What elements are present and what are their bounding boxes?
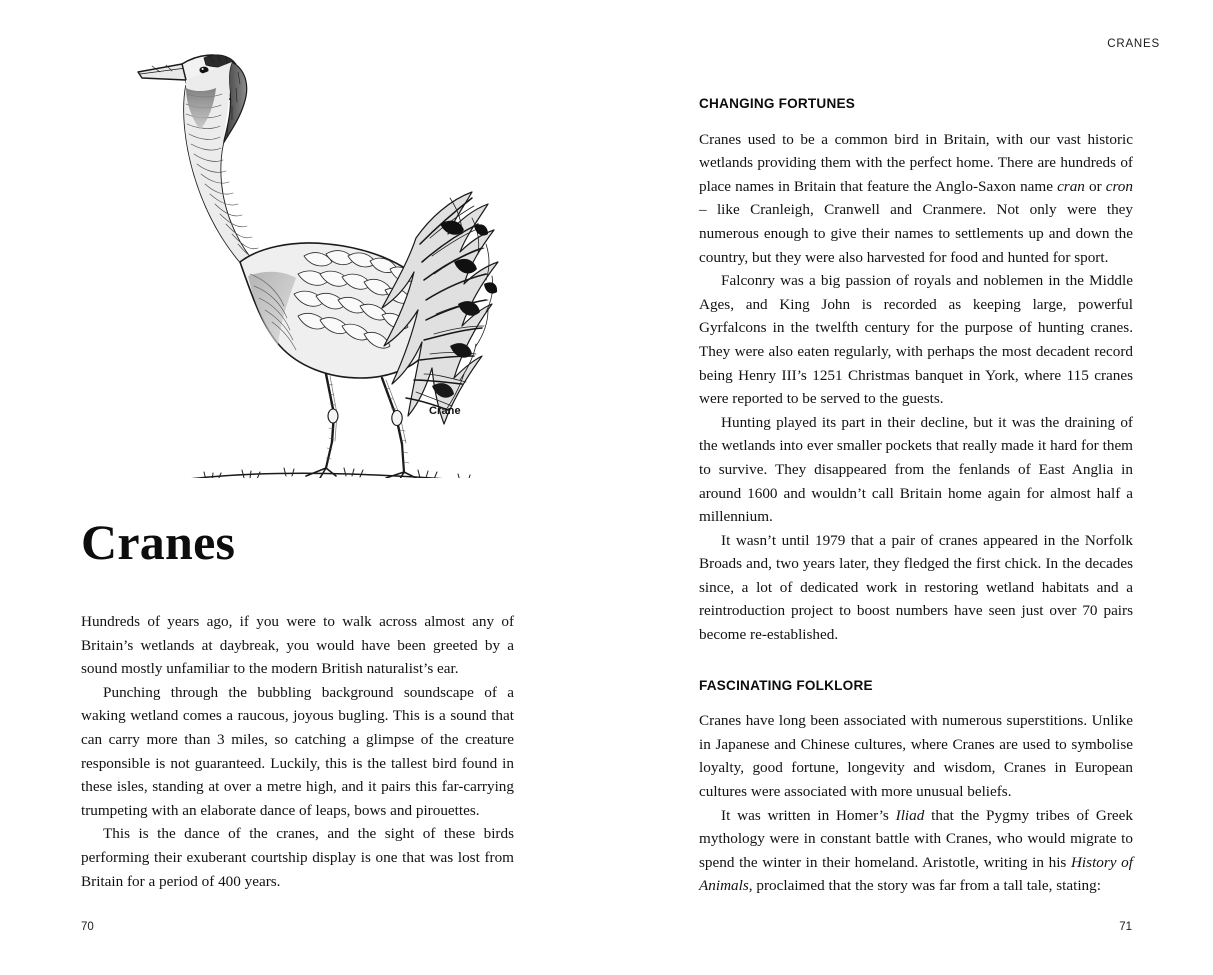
crane-illustration [120,48,540,478]
section-body-changing-fortunes [699,128,1133,647]
paragraph: Hundreds of years ago, if you were to walk across almost any of Britain’s wetlands at daybreak, you would have been greeted by a sound mostly unfamiliar to the modern British naturalist’s ear. [81,613,514,678]
paragraph: Cranes have long been associated with numerous superstitions. Unlike in Japanese and Chinese cultures, where Cranes are used to symbolise loyalty, good fortune, longevity and wisdom, Cranes in European cultures were associated with more unusual beliefs. [699,712,1133,801]
section-heading-changing-fortunes: CHANGING FORTUNES [699,96,856,111]
page-title: Cranes [81,513,236,570]
page-number-right: 71 [1119,921,1132,933]
italic-term: cron [1105,177,1133,195]
paragraph: It was written in Homer’s Iliad that the Pygmy tribes of Greek mythology were in constant battle with Cranes, who would migrate to spend the winter in their homeland. Aristotle, writing in his History of Animals, proclaimed that the story was far from a tall tale, stating: [699,806,1133,895]
paragraph: Cranes used to be a common bird in Britain, with our vast historic wetlands providing them with the perfect home. There are hundreds of place names in Britain that feature the Anglo-Saxon name cran or cron – like Cranleigh, Cranwell and Cranmere. Not only were they numerous enough to give their names to settlements up and down the country, but they were also harvested for food and hunted for sport. [699,130,1133,266]
left-column-body [81,610,514,893]
running-head: CRANES [1107,38,1160,50]
left-page [0,0,606,975]
figure-caption: Crane [429,405,461,417]
right-page [606,0,1213,975]
italic-term: Iliad [895,806,925,824]
section-body-fascinating-folklore [699,709,1133,898]
paragraph: It wasn’t until 1979 that a pair of cranes appeared in the Norfolk Broads and, two years later, they fledged the first chick. In the decades since, a lot of dedicated work in restoring wetland habitats and a reintroduction project to boost numbers have seen just over 70 pairs become re-established. [699,531,1133,644]
section-heading-fascinating-folklore: FASCINATING FOLKLORE [699,677,873,693]
page-number-left: 70 [81,921,94,933]
paragraph: Falconry was a big passion of royals and noblemen in the Middle Ages, and King John is recorded as keeping large, powerful Gyrfalcons in the twelfth century for the purpose of hunting cranes. They were also eaten regularly, with perhaps the most decadent record being Henry III’s 1251 Christmas banquet in York, where 115 cranes were reported to be served to the guests. [699,272,1133,408]
paragraph: This is the dance of the cranes, and the sight of these birds performing their exuberant courtship display is one that was lost from Britain for a period of 400 years. [81,825,514,890]
italic-term: cran [1057,177,1085,195]
paragraph: Punching through the bubbling background soundscape of a waking wetland comes a raucous, joyous bugling. This is a sound that can carry more than 3 miles, so catching a glimpse of the creature responsible is not guaranteed. Luckily, this is the tallest bird found in these isles, standing at over a metre high, and it pairs this far-carrying trumpeting with an elaborate dance of leaps, bows and pirouettes. [81,683,514,819]
right-column-body [699,92,1133,898]
italic-term: History of Animals [699,853,1133,895]
paragraph: Hunting played its part in their decline, but it was the draining of the wetlands into ever smaller pockets that really made it hard for them to survive. They disappeared from the fenlands of East Anglia in around 1600 and wouldn’t call Britain home again for almost half a millennium. [699,413,1133,526]
